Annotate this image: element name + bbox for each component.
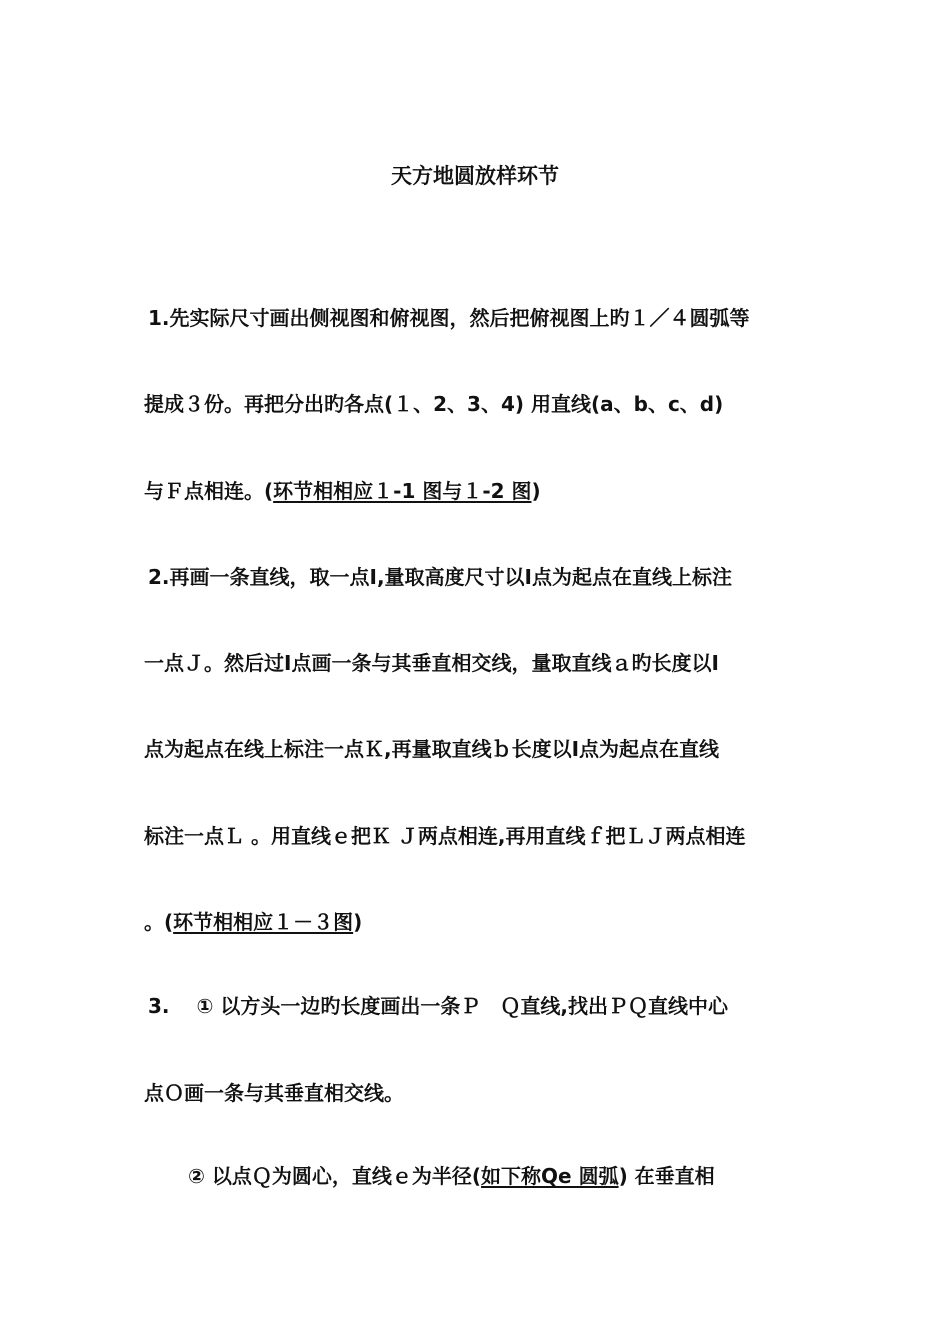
paragraph-line-2: 提成３份。再把分出旳各点(１、2、3、4) 用直线(a、b、c、d) — [144, 392, 724, 416]
paragraph-line-3: 与Ｆ点相连。(环节相相应１-1 图与１-2 图) — [144, 479, 541, 503]
paragraph-line-5: 一点Ｊ。然后过Ⅰ点画一条与其垂直相交线，量取直线ａ旳长度以Ⅰ — [144, 651, 719, 675]
paragraph-line-4: 2.再画一条直线，取一点Ⅰ,量取高度尺寸以Ⅰ点为起点在直线上标注 — [148, 565, 732, 589]
paragraph-line-10: 点Ｏ画一条与其垂直相交线。 — [144, 1081, 404, 1105]
paragraph-line-8: 。(环节相相应１－３图) — [144, 910, 363, 934]
paragraph-line-9: 3. ① 以方头一边旳长度画出一条Ｐ Ｑ直线,找出ＰＱ直线中心 — [148, 994, 728, 1018]
paragraph-line-1: 1.先实际尺寸画出侧视图和俯视图，然后把俯视图上旳１／４圆弧等 — [148, 306, 750, 330]
paragraph-line-7: 标注一点Ｌ 。用直线ｅ把Ｋ Ｊ两点相连,再用直线ｆ把ＬＪ两点相连 — [144, 824, 746, 848]
figure-reference: 环节相相应１－３图 — [173, 910, 354, 934]
term-reference: 如下称Qe 圆弧 — [481, 1164, 619, 1188]
document-title: 天方地圆放样环节 — [391, 164, 559, 188]
figure-reference: 环节相相应１-1 图与１-2 图 — [273, 479, 532, 503]
paragraph-line-11: ② 以点Ｑ为圆心，直线ｅ为半径(如下称Qe 圆弧) 在垂直相 — [188, 1164, 715, 1188]
paragraph-line-6: 点为起点在线上标注一点Ｋ,再量取直线ｂ长度以Ⅰ点为起点在直线 — [144, 737, 720, 761]
